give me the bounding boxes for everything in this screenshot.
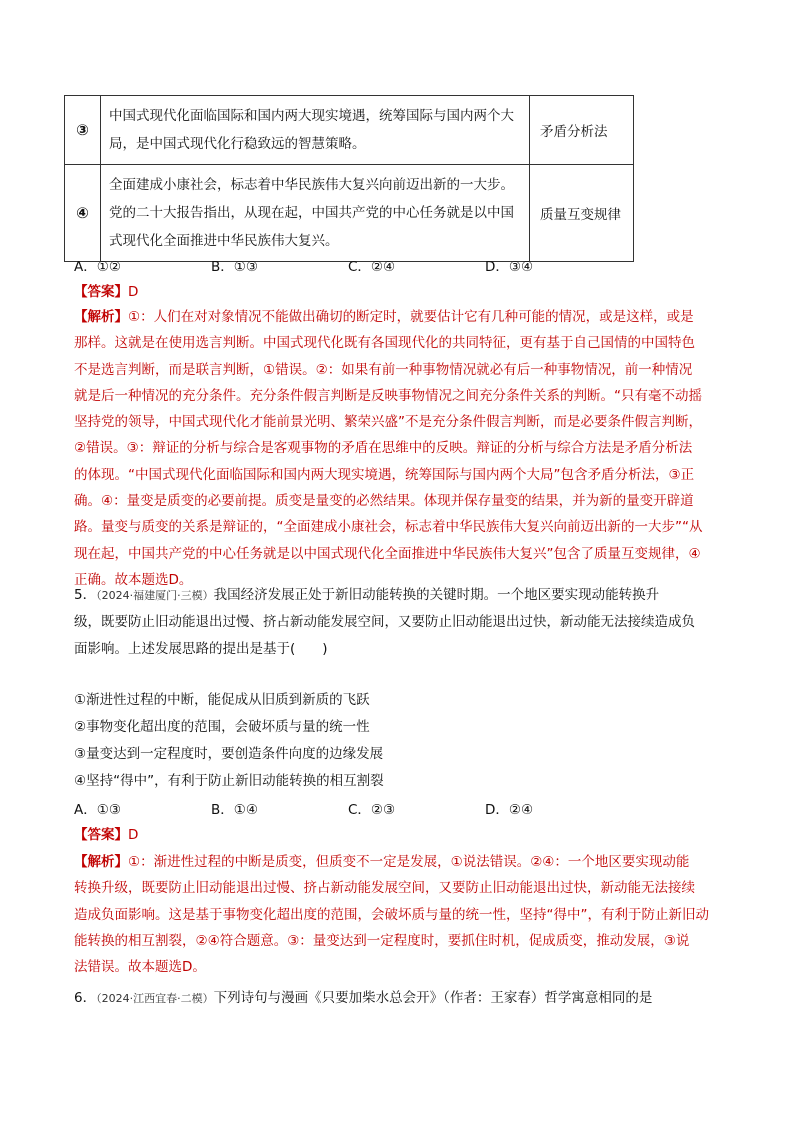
question-source: （2024·福建厦门·三模） xyxy=(96,589,214,602)
answer-tag: 【答案】 xyxy=(74,284,128,300)
row-method: 质量互变规律 xyxy=(530,165,634,262)
row-number: ④ xyxy=(65,165,101,262)
q5-answer xyxy=(74,825,138,845)
row-number: ③ xyxy=(65,96,101,165)
analysis-tag: 【解析】 xyxy=(74,854,128,870)
choice-a: A．①② xyxy=(74,259,121,275)
row-description: 全面建成小康社会，标志着中华民族伟大复兴向前迈出新的一大步。 党的二十大报告指出，从现在起，中国共产党的中心任务就是以中国 式现代化全面推进中华民族伟大复兴。 xyxy=(101,165,530,262)
question-source: （2024·江西宜春·二模） xyxy=(96,992,214,1005)
analysis-tag: 【解析】 xyxy=(74,309,128,325)
choice-b: B．①③ xyxy=(211,259,258,275)
options-table xyxy=(64,95,634,262)
answer-tag: 【答案】 xyxy=(74,827,128,843)
choice-d: D．②④ xyxy=(485,802,534,818)
q5-option-4: ④坚持“得中”，有利于防止新旧动能转换的相互割裂 xyxy=(74,773,384,789)
choice-c: C．②③ xyxy=(348,802,396,818)
answer-value: D xyxy=(128,827,139,843)
row-description: 中国式现代化面临国际和国内两大现实境遇，统筹国际与国内两个大 局，是中国式现代化行稳致远的智慧策略。 xyxy=(101,96,530,165)
q4-choices xyxy=(74,255,622,275)
answer-value: D xyxy=(128,284,139,300)
question-number: 5． xyxy=(74,587,97,603)
q5-stem: 5．（2024·福建厦门·三模）我国经济发展正处于新旧动能转换的关键时期。一个地区要实现动能转换升 级，既要防止旧动能退出过慢、挤占新动能发展空间，又要防止旧动能退出过快，新动能无法接续造成负 面影响。上述发展思路的提出是基于( ) xyxy=(74,587,695,657)
q6-stem: 6．（2024·江西宜春·二模）下列诗句与漫画《只要加柴水总会开》（作者：王家春）哲学寓意相同的是 xyxy=(74,990,653,1006)
question-number: 6． xyxy=(74,990,97,1006)
q4-answer xyxy=(74,282,138,302)
q4-analysis: 【解析】①：人们在对对象情况不能做出确切的断定时，就要估计它有几种可能的情况，或是这样，或是 那样。这就是在使用选言判断。中国式现代化既有各国现代化的共同特征，更有基于自己国情的中国特色 不是选言判断，而是联言判断，①错误。②：如果有前一种事物情况就必有后一种事物情况，前一种情况 就是后一种情况的充分条件。充分条件假言判断是反映事物情况之间充分条件关系的判断。“只有毫不动摇 坚持党的领导，中国式现代化才能前景光明、繁荣兴盛”不是充分条件假言判断，而是必要条件假言判断， ②错误。③：辩证的分析与综合是客观事物的矛盾在思维中的反映。辩证的分析与综合方法是矛盾分析法 的体现。“中国式现代化面临国际和国内两大现实境遇，统筹国际与国内两个大局”包含矛盾分析法，③正 确。④：量变是质变的必要前提。质变是量变的必然结果。体现并保存量变的结果，并为新的量变开辟道 路。量变与质变的关系是辩证的，“全面建成小康社会，标志着中华民族伟大复兴向前迈出新的一大步”“从 现在起，中国共产党的中心任务就是以中国式现代化全面推进中华民族伟大复兴”包含了质量互变规律，④ 正确。故本题选D。 xyxy=(74,309,703,588)
q5-choices xyxy=(74,798,622,818)
table-row xyxy=(65,96,634,165)
table-row xyxy=(65,165,634,262)
q5-option-1: ①渐进性过程的中断，能促成从旧质到新质的飞跃 xyxy=(74,692,370,708)
q5-analysis: 【解析】①：渐进性过程的中断是质变，但质变不一定是发展，①说法错误。②④：一个地区要实现动能 转换升级，既要防止旧动能退出过慢、挤占新动能发展空间，又要防止旧动能退出过快，新动能无法接续 造成负面影响。这是基于事物变化超出度的范围，会破坏质与量的统一性，坚持“得中”，有利于防止新旧动 能转换的相互割裂，②④符合题意。③：量变达到一定程度时，要抓住时机，促成质变，推动发展，③说 法错误。故本题选D。 xyxy=(74,854,709,976)
choice-b: B．①④ xyxy=(211,802,258,818)
choice-d: D．③④ xyxy=(485,259,534,275)
choice-c: C．②④ xyxy=(348,259,396,275)
choice-a: A．①③ xyxy=(74,802,121,818)
q5-option-2: ②事物变化超出度的范围，会破坏质与量的统一性 xyxy=(74,719,370,735)
q5-option-3: ③量变达到一定程度时，要创造条件向度的边缘发展 xyxy=(74,746,384,762)
row-method: 矛盾分析法 xyxy=(530,96,634,165)
